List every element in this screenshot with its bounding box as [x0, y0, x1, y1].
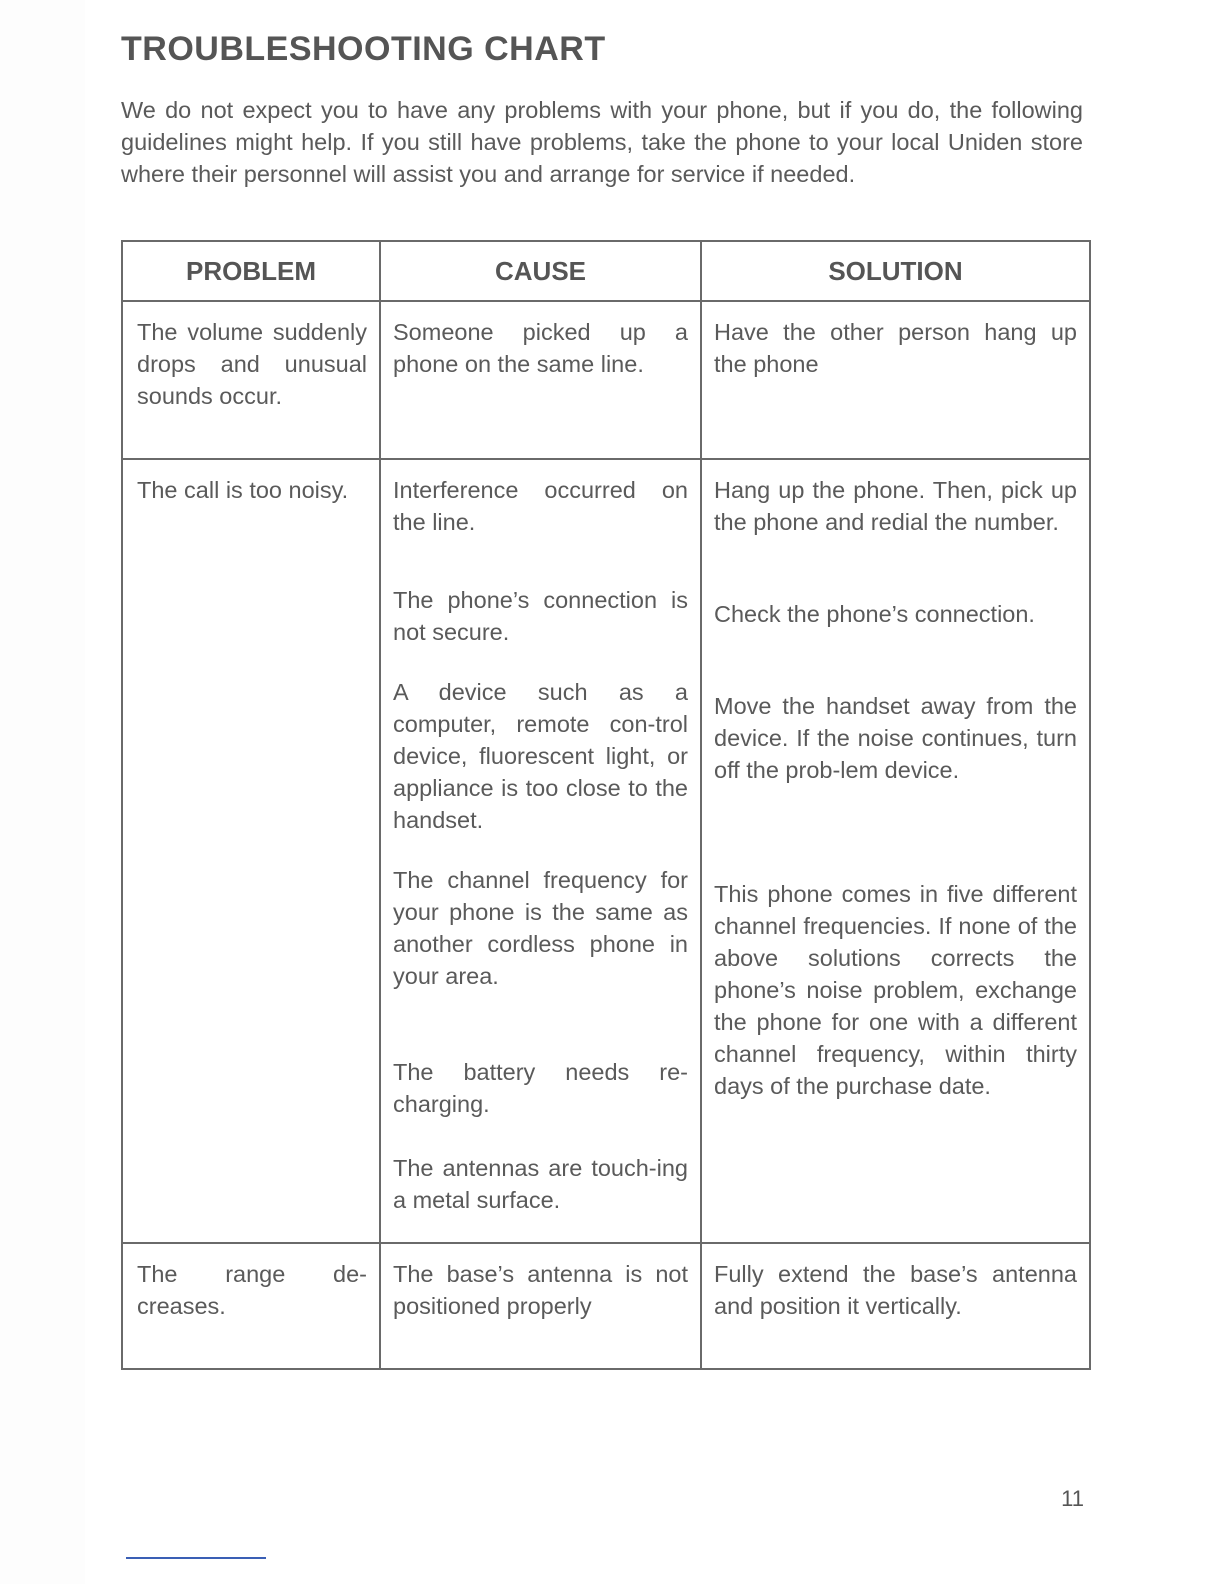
- cause-text: The phone’s connection is not secure.: [393, 587, 688, 645]
- page-number: 11: [1061, 1486, 1084, 1511]
- page-margin-shade: [0, 0, 85, 1584]
- solution-cell: [701, 459, 1090, 1243]
- cause-text: The channel frequency for your phone is the same as another cordless phone in your area.: [393, 867, 688, 989]
- cause-text: A device such as a computer, remote con-trol device, fluorescent light, or appliance is too close to the handset.: [393, 679, 688, 833]
- solution-cell: [701, 1243, 1090, 1369]
- cause-cell: [380, 459, 701, 1243]
- cause-text: The battery needs re-charging.: [393, 1059, 688, 1117]
- cause-cell: [380, 301, 701, 459]
- solution-text: Hang up the phone. Then, pick up the phone and redial the number.: [714, 477, 1077, 535]
- cause-text: Someone picked up a phone on the same line.: [393, 319, 688, 377]
- cause-text: The base’s antenna is not positioned properly: [393, 1261, 688, 1319]
- problem-cell: [122, 301, 380, 459]
- table-row: [122, 459, 1090, 1243]
- troubleshooting-table: [121, 240, 1091, 1370]
- solution-text: Fully extend the base’s antenna and position it vertically.: [714, 1261, 1077, 1319]
- table-header-row: [122, 241, 1090, 301]
- problem-text: The volume suddenly drops and unusual sounds occur.: [137, 319, 367, 409]
- header-cause: CAUSE: [380, 241, 701, 301]
- table-row: [122, 1243, 1090, 1369]
- solution-text: This phone comes in five different channel frequencies. If none of the above solutions corrects the phone’s noise problem, exchange the phone for one with a different channel frequency, within thirty days of the purchase date.: [714, 881, 1077, 1099]
- footnote-rule: [126, 1557, 266, 1559]
- cause-cell: [380, 1243, 701, 1369]
- problem-text: The call is too noisy.: [137, 477, 349, 503]
- solution-cell: [701, 301, 1090, 459]
- cause-text: Interference occurred on the line.: [393, 477, 688, 535]
- problem-cell: [122, 1243, 380, 1369]
- header-solution: SOLUTION: [701, 241, 1090, 301]
- intro-paragraph: We do not expect you to have any problems with your phone, but if you do, the following guidelines might help. If you still have problems, take the phone to your local Uniden store where their personnel will assist you and arrange for service if needed.: [121, 97, 1083, 187]
- solution-text: Have the other person hang up the phone: [714, 319, 1077, 377]
- problem-cell: [122, 459, 380, 1243]
- problem-text: The range de-creases.: [137, 1261, 367, 1319]
- solution-text: Check the phone’s connection.: [714, 601, 1035, 627]
- header-problem: PROBLEM: [122, 241, 380, 301]
- page-title: TROUBLESHOOTING CHART: [121, 30, 606, 68]
- solution-text: Move the handset away from the device. If the noise continues, turn off the prob-lem device.: [714, 693, 1077, 783]
- table-row: [122, 301, 1090, 459]
- cause-text: The antennas are touch-ing a metal surface.: [393, 1155, 688, 1213]
